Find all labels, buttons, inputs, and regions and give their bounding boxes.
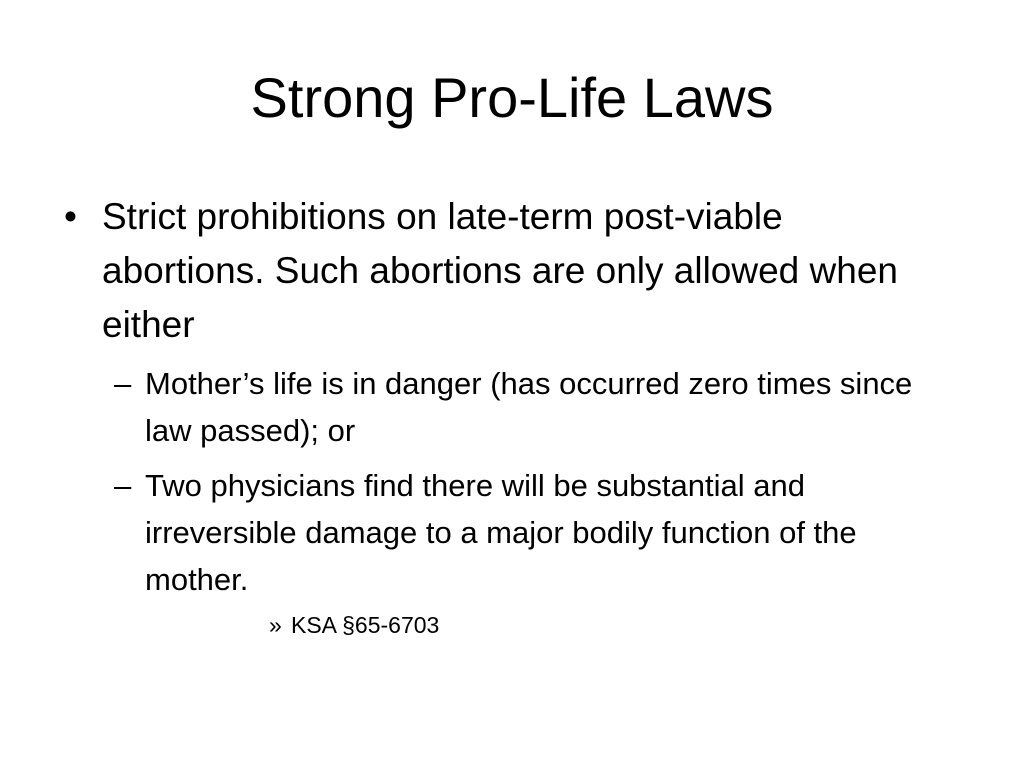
- sub-bullet-text: Two physicians find there will be substantial and irreversible damage to a major bodily function of the mother.: [145, 468, 857, 597]
- citation-marker: »: [269, 612, 282, 638]
- sub-bullet-text: Mother’s life is in danger (has occurred zero times since law passed); or: [145, 366, 913, 448]
- bullet-marker: •: [64, 196, 77, 237]
- sub-bullet-marker: –: [114, 468, 132, 503]
- sub-bullet-item: [114, 360, 964, 454]
- sub-bullet-marker: –: [114, 366, 132, 401]
- sub-bullet-item: [114, 462, 964, 603]
- citation-text: KSA §65-6703: [291, 612, 440, 638]
- citation-item: [269, 609, 964, 641]
- bullet-item: [64, 190, 964, 352]
- slide-title: Strong Pro-Life Laws: [250, 66, 774, 129]
- slide-content: [64, 190, 964, 641]
- bullet-text: Strict prohibitions on late-term post-viable abortions. Such abortions are only allowed when either: [102, 196, 898, 345]
